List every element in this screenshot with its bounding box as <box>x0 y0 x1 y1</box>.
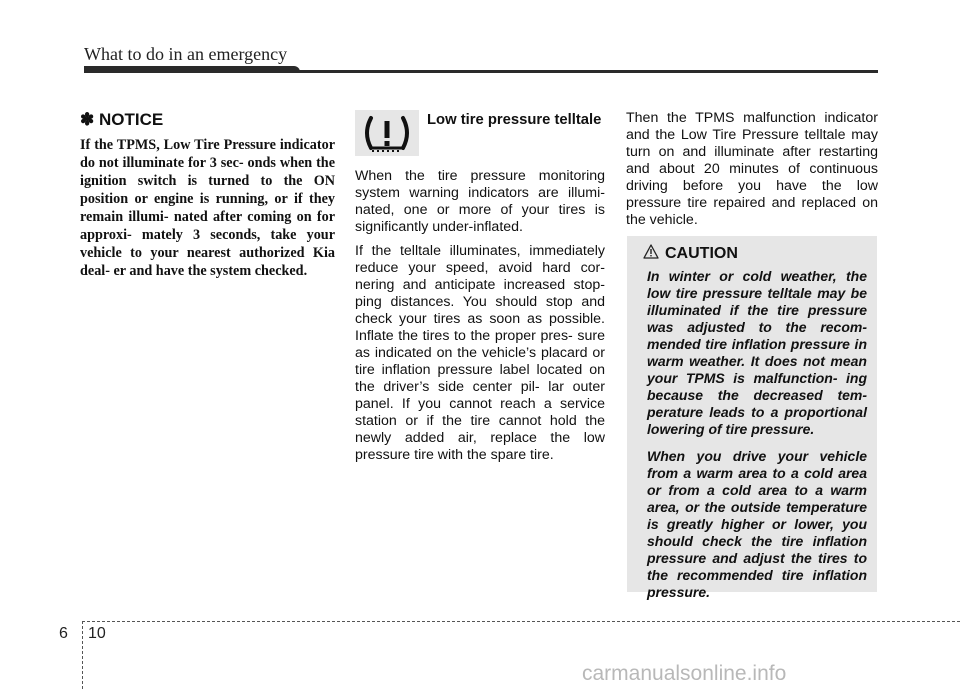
telltale-heading: Low tire pressure telltale <box>427 112 602 128</box>
notice-body: If the TPMS, Low Tire Pressure indicator do not illuminate for 3 sec- onds when the ignition switch is turned to the ON position or engine is running, or if they remain illumi- nated after coming on for approxi- mately 3 seconds, take your vehicle to your nearest authorized Kia deal- er and have the system checked. <box>80 137 335 279</box>
caution-paragraph-1: In winter or cold weather, the low tire pressure telltale may be illuminated if the tire pressure was adjusted to the recom- mended tire inflation pressure in warm weather. It does not mean your TPMS is malfunction- ing because the decreased tem- perature leads to a proportional lowering of tire pressure. <box>647 268 867 437</box>
footer-divider <box>82 621 83 689</box>
notice-heading: ✽ NOTICE <box>80 110 164 129</box>
telltale-paragraph-2: If the telltale illuminates, immediately reduce your speed, avoid hard cor- nering and anticipate increased stop- ping distances. You should stop and check your tires as soon as possible. Inflate the tires to the proper pres- sure as indicated on the vehicle’s placard or tire inflation pressure label located on the driver’s side center pil- lar outer panel. If you cannot reach a service station or if the tire cannot hold the newly added air, replace the low pressure tire with the spare tire. <box>355 243 605 463</box>
header-rule <box>84 70 878 73</box>
caution-box <box>627 236 877 600</box>
warning-triangle-icon <box>643 244 659 264</box>
page-number: 10 <box>88 625 106 642</box>
telltale-paragraph-1: When the tire pressure monitoring system warning indicators are illumi- nated, one or more of your tires is significantly under-inflated. <box>355 168 605 235</box>
notice-column <box>80 110 335 280</box>
malfunction-column <box>626 110 878 236</box>
caution-title: CAUTION <box>665 245 738 262</box>
telltale-column <box>355 110 605 471</box>
section-title: What to do in an emergency <box>84 44 288 64</box>
caution-header <box>627 236 877 264</box>
watermark-text: carmanualsonline.info <box>582 662 787 685</box>
tire-pressure-warning-icon <box>355 110 419 156</box>
telltale-header <box>355 110 605 156</box>
footer-rule <box>82 621 960 622</box>
caution-paragraph-2: When you drive your vehicle from a warm area to a cold area or from a cold area to a warm area, or the outside temperature is greatly higher or lower, you should check the tire inflation pressure and adjust the tires to the recommended tire inflation pressure. <box>647 448 867 600</box>
chapter-number: 6 <box>59 625 68 642</box>
malfunction-paragraph: Then the TPMS malfunction indicator and the Low Tire Pressure telltale may turn on and illuminate after restarting and about 20 minutes of continuous driving before you have the low pressure tire repaired and replaced on the vehicle. <box>626 110 878 228</box>
